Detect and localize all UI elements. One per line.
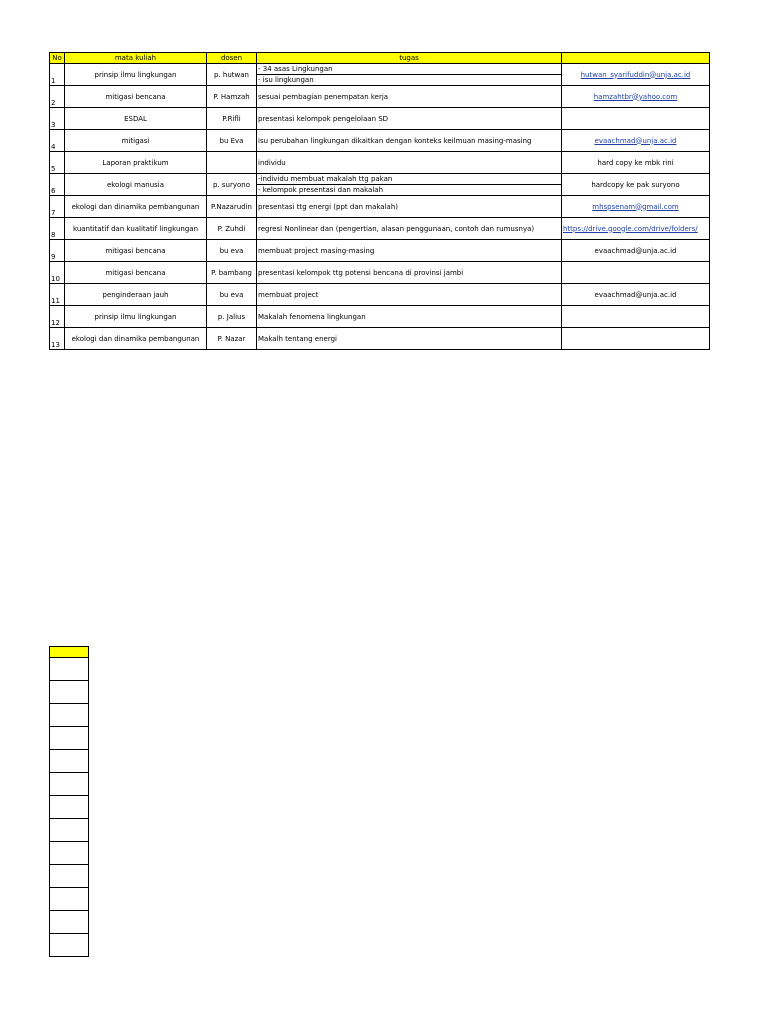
table-row [50, 130, 710, 152]
side-cell[interactable] [50, 934, 89, 957]
side-header-cell[interactable] [50, 647, 89, 658]
cell-tugas[interactable]: presentasi ttg energi (ppt dan makalah) [257, 196, 562, 218]
table-row [50, 218, 710, 240]
cell-extra[interactable]: evaachmad@unja.ac.id [562, 240, 710, 262]
cell-extra[interactable] [562, 130, 710, 152]
side-header-row [50, 647, 89, 658]
side-row [50, 727, 89, 750]
side-cell[interactable] [50, 704, 89, 727]
tugas-line: -individu membuat makalah ttg pakan [258, 175, 393, 183]
side-row [50, 796, 89, 819]
cell-extra[interactable] [562, 108, 710, 130]
side-row [50, 842, 89, 865]
cell-mata-kuliah[interactable]: penginderaan jauh [65, 284, 207, 306]
contact-link[interactable]: mhspsenam@gmail.com [592, 202, 679, 211]
cell-tugas[interactable] [257, 174, 562, 196]
cell-mata-kuliah[interactable]: mitigasi bencana [65, 240, 207, 262]
side-cell[interactable] [50, 727, 89, 750]
cell-dosen[interactable] [207, 152, 257, 174]
cell-mata-kuliah[interactable]: Laporan praktikum [65, 152, 207, 174]
tugas-line: - isu lingkungan [257, 74, 561, 85]
cell-dosen[interactable]: bu eva [207, 284, 257, 306]
side-cell[interactable] [50, 911, 89, 934]
cell-no[interactable]: 12 [50, 306, 65, 328]
cell-no[interactable]: 5 [50, 152, 65, 174]
cell-mata-kuliah[interactable]: mitigasi [65, 130, 207, 152]
cell-extra[interactable] [562, 218, 710, 240]
cell-no[interactable]: 9 [50, 240, 65, 262]
side-cell[interactable] [50, 819, 89, 842]
side-cell[interactable] [50, 865, 89, 888]
tugas-line: - 34 asas Lingkungan [258, 65, 333, 73]
cell-tugas[interactable]: presentasi kelompok ttg potensi bencana di provinsi jambi [257, 262, 562, 284]
side-cell[interactable] [50, 888, 89, 911]
cell-tugas[interactable] [257, 64, 562, 86]
cell-no[interactable]: 6 [50, 174, 65, 196]
cell-no[interactable]: 7 [50, 196, 65, 218]
side-row [50, 865, 89, 888]
cell-no[interactable]: 13 [50, 328, 65, 350]
contact-link[interactable]: hutwan_syarifuddin@unja.ac.id [580, 70, 691, 79]
table-row [50, 284, 710, 306]
tugas-line: - kelompok presentasi dan makalah [257, 184, 561, 195]
table-row [50, 196, 710, 218]
side-row [50, 888, 89, 911]
side-row [50, 658, 89, 681]
cell-no[interactable]: 3 [50, 108, 65, 130]
cell-no[interactable]: 2 [50, 86, 65, 108]
cell-extra[interactable] [562, 306, 710, 328]
cell-no[interactable]: 1 [50, 64, 65, 86]
cell-dosen[interactable]: bu Eva [207, 130, 257, 152]
cell-mata-kuliah[interactable]: ekologi dan dinamika pembangunan [65, 328, 207, 350]
side-cell[interactable] [50, 842, 89, 865]
cell-tugas[interactable]: sesuai pembagian penempatan kerja [257, 86, 562, 108]
cell-tugas[interactable]: isu perubahan lingkungan dikaitkan dengan konteks keilmuan masing-masing [257, 130, 562, 152]
side-cell[interactable] [50, 750, 89, 773]
side-cell[interactable] [50, 681, 89, 704]
side-row [50, 911, 89, 934]
header-tugas[interactable]: tugas [257, 53, 562, 64]
contact-link[interactable]: https://drive.google.com/drive/folders/ [563, 224, 698, 233]
cell-dosen[interactable]: P. Zuhdi [207, 218, 257, 240]
cell-extra[interactable] [562, 86, 710, 108]
cell-dosen[interactable]: p. suryono [207, 174, 257, 196]
table-row [50, 240, 710, 262]
cell-mata-kuliah[interactable]: ekologi manusia [65, 174, 207, 196]
table-row [50, 328, 710, 350]
cell-dosen[interactable]: P. Hamzah [207, 86, 257, 108]
header-extra[interactable] [562, 53, 710, 64]
cell-tugas[interactable]: membuat project [257, 284, 562, 306]
cell-no[interactable]: 11 [50, 284, 65, 306]
side-row [50, 704, 89, 727]
cell-dosen[interactable]: P.Nazarudin [207, 196, 257, 218]
table-row [50, 108, 710, 130]
cell-mata-kuliah[interactable]: prinsip ilmu lingkungan [65, 64, 207, 86]
cell-extra[interactable] [562, 64, 710, 86]
cell-dosen[interactable]: p. Jalius [207, 306, 257, 328]
side-cell[interactable] [50, 796, 89, 819]
assignment-table [49, 52, 710, 350]
cell-mata-kuliah[interactable]: mitigasi bencana [65, 262, 207, 284]
side-table [49, 646, 89, 957]
cell-mata-kuliah[interactable]: ESDAL [65, 108, 207, 130]
cell-no[interactable]: 10 [50, 262, 65, 284]
table-row [50, 174, 710, 196]
table-row [50, 152, 710, 174]
table-row [50, 262, 710, 284]
side-row [50, 681, 89, 704]
cell-dosen[interactable]: P. Nazar [207, 328, 257, 350]
side-row [50, 773, 89, 796]
cell-tugas[interactable]: presentasi kelompok pengelolaan SD [257, 108, 562, 130]
cell-extra[interactable]: evaachmad@unja.ac.id [562, 284, 710, 306]
side-cell[interactable] [50, 658, 89, 681]
cell-extra[interactable] [562, 328, 710, 350]
cell-mata-kuliah[interactable]: mitigasi bencana [65, 86, 207, 108]
header-no[interactable]: No [50, 53, 65, 64]
side-row [50, 934, 89, 957]
table-row [50, 86, 710, 108]
side-row [50, 750, 89, 773]
cell-tugas[interactable]: membuat project masing-masing [257, 240, 562, 262]
table-row [50, 64, 710, 86]
cell-tugas[interactable]: individu [257, 152, 562, 174]
cell-no[interactable]: 8 [50, 218, 65, 240]
contact-link[interactable]: evaachmad@unja.ac.id [594, 136, 677, 145]
header-mata-kuliah[interactable]: mata kuliah [65, 53, 207, 64]
cell-tugas[interactable]: Makalh tentang energi [257, 328, 562, 350]
cell-tugas[interactable]: regresi Nonlinear dan (pengertian, alasan penggunaan, contoh dan rumusnya) [257, 218, 562, 240]
cell-dosen[interactable]: P. bambang [207, 262, 257, 284]
cell-mata-kuliah[interactable]: prinsip ilmu lingkungan [65, 306, 207, 328]
cell-tugas[interactable]: Makalah fenomena lingkungan [257, 306, 562, 328]
side-row [50, 819, 89, 842]
cell-dosen[interactable]: p. hutwan [207, 64, 257, 86]
cell-extra[interactable]: hard copy ke mbk rini [562, 152, 710, 174]
header-dosen[interactable]: dosen [207, 53, 257, 64]
header-row [50, 53, 710, 64]
cell-mata-kuliah[interactable]: ekologi dan dinamika pembangunan [65, 196, 207, 218]
cell-extra[interactable] [562, 196, 710, 218]
table-row [50, 306, 710, 328]
side-cell[interactable] [50, 773, 89, 796]
cell-extra[interactable]: hardcopy ke pak suryono [562, 174, 710, 196]
cell-no[interactable]: 4 [50, 130, 65, 152]
contact-link[interactable]: hamzahtbr@yahoo.com [593, 92, 678, 101]
cell-dosen[interactable]: P.Rifli [207, 108, 257, 130]
cell-extra[interactable] [562, 262, 710, 284]
cell-dosen[interactable]: bu eva [207, 240, 257, 262]
cell-mata-kuliah[interactable]: kuantitatif dan kualitatif lingkungan [65, 218, 207, 240]
